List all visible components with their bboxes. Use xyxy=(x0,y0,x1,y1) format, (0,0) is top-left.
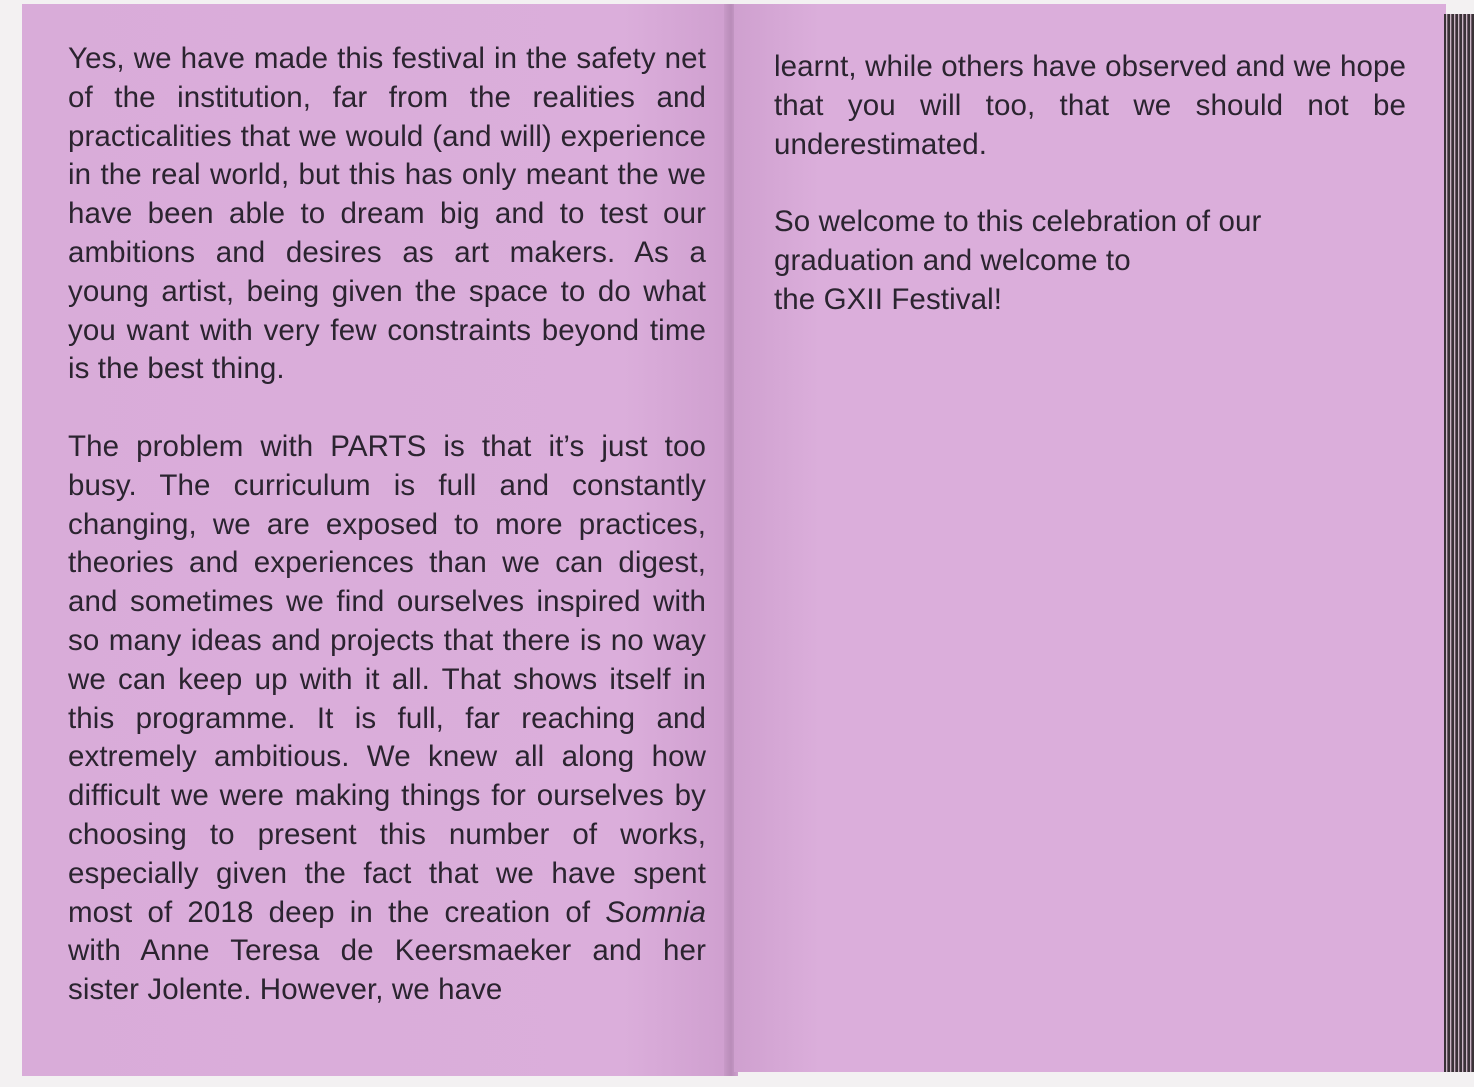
page-edges xyxy=(1444,14,1474,1072)
somnia-title: Somnia xyxy=(605,895,706,929)
paragraph-parts-busy-text: The problem with PARTS is that it’s just too busy. The curriculum is full and constantly changing, we are exposed to more practices, theories and experiences than we can digest, and sometimes we find ourselves inspired with so many ideas and projects that there is no way we can keep up with it all. That shows itself in this programme. It is full, far reaching and extremely ambitious. We knew all along how difficult we were making things for ourselves by choosing to present this number of works, especially given the fact that we have spent most of 2018 deep in the creation of xyxy=(68,429,706,929)
paragraph-parts-busy-end: with Anne Teresa de Keersmaeker and her sister Jolente. However, we have xyxy=(68,934,706,1007)
left-page-text xyxy=(68,40,706,1049)
welcome-line-2: graduation and welcome to xyxy=(774,243,1131,277)
paragraph-underestimated: learnt, while others have observed and we hope that you will too, that we should not be underestimated. xyxy=(774,50,1406,161)
paragraph-welcome xyxy=(774,203,1406,319)
left-page xyxy=(22,4,730,1076)
paragraph-festival-safety-net: Yes, we have made this festival in the safety net of the institution, far from the realities and practicalities that we would (and will) experience in the real world, but this has only meant the we have been able to dream big and to test our ambitions and desires as art makers. As a young artist, being given the space to do what you want with very few constraints beyond time is the best thing. xyxy=(68,42,706,386)
right-page-text xyxy=(774,48,1406,358)
welcome-line-1: So welcome to this celebration of our xyxy=(774,205,1262,239)
paragraph-parts-busy xyxy=(68,428,706,1010)
welcome-line-3: the GXII Festival! xyxy=(774,282,1003,316)
right-page xyxy=(734,4,1446,1072)
